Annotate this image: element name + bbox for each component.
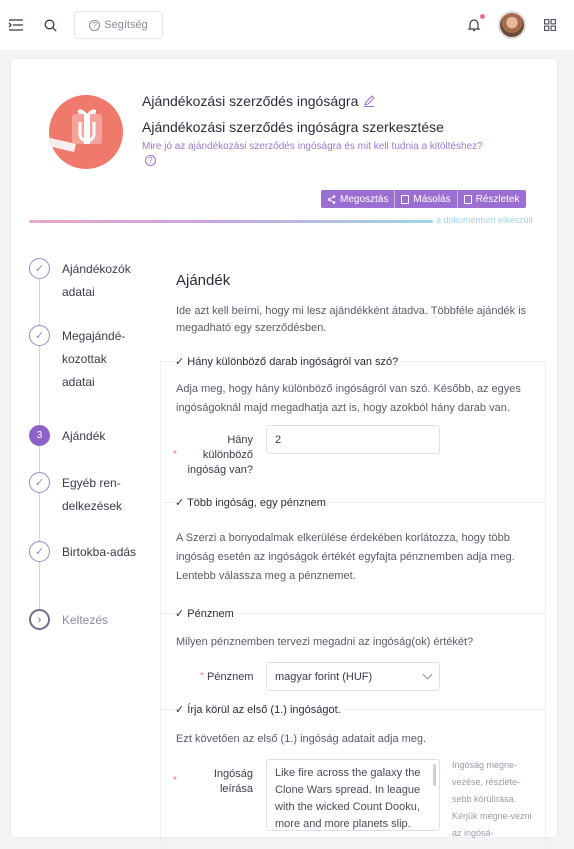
group-legend: ✓ Írja körül az első (1.) ingóságot. <box>175 703 344 716</box>
document-help-link[interactable]: Mire jó az ajándékozási szerződés ingóságra és mit kell tudnia a kitöltéshez? <box>142 141 483 152</box>
step-check-icon: ✓ <box>29 325 50 346</box>
currency-select[interactable] <box>266 662 440 691</box>
step-label: Ajándék <box>62 429 106 443</box>
step-label: Keltezés <box>62 613 109 627</box>
currency-label: Pénznem <box>207 671 254 683</box>
notification-dot <box>480 14 485 19</box>
required-marker: * <box>173 449 177 460</box>
item-description-hint: Ingóság megne-vezése, részlete-sebb körülírása. Kérjük megne-vezni az ingósá- <box>452 760 532 838</box>
item-description-textarea[interactable] <box>266 759 440 831</box>
step-check-icon: ✓ <box>29 258 50 279</box>
step-check-icon: ✓ <box>29 541 50 562</box>
apps-grid-icon[interactable] <box>540 15 560 35</box>
item-description-value: Like fire across the galaxy the Clone Wars spread. In league with the wicked Count Dooku, more and more planets slip. <box>275 767 421 830</box>
group-text: Ezt követően az első (1.) ingóság adatait adja meg. <box>176 733 427 745</box>
step-label: Birtokba-adás <box>62 545 137 559</box>
step-number: 3 <box>29 425 50 446</box>
document-actions <box>321 190 526 208</box>
share-button-label: Megosztás <box>340 193 389 205</box>
step-keltezes[interactable] <box>29 609 142 632</box>
step-birtokbaadas[interactable] <box>29 541 142 564</box>
step-ajandek[interactable] <box>29 425 142 448</box>
group-legend: ✓ Több ingóság, egy pénznem <box>175 496 329 509</box>
textarea-scrollbar[interactable] <box>433 764 436 786</box>
details-icon <box>464 195 472 204</box>
help-question-icon[interactable]: ? <box>145 155 156 166</box>
chevron-right-icon: › <box>29 609 50 630</box>
completion-progress-label: a dokumentum elkészült <box>436 215 534 225</box>
gift-illustration <box>46 92 124 170</box>
item-description-label: Ingóság leírása <box>213 768 253 795</box>
completion-progress-bar <box>29 220 433 223</box>
required-marker: * <box>200 671 204 682</box>
user-avatar[interactable] <box>498 11 526 39</box>
copy-button[interactable] <box>395 190 457 208</box>
top-bar <box>0 0 574 50</box>
stepper-line <box>39 269 40 629</box>
edit-title-pencil-icon[interactable] <box>363 95 375 107</box>
details-button[interactable] <box>458 190 526 208</box>
group-text: Milyen pénznemben tervezi megadni az ingóság(ok) értékét? <box>176 636 474 648</box>
section-title: Ajándék <box>176 272 231 289</box>
group-text: A Szerzi a bonyodalmak elkerülése érdekében korlátozza, hogy több ingóság esetén az ingóságok értékét egyfajta pénznemben adja meg. Lentebb válassza meg a pénznemet. <box>176 532 515 582</box>
search-icon[interactable] <box>40 15 60 35</box>
help-button-label: Segítség <box>104 19 148 31</box>
step-ajandekozok[interactable] <box>29 258 142 304</box>
group-legend: ✓ Hány különböző darab ingóságról van szó? <box>175 355 401 368</box>
step-label: Ajándékozók adatai <box>62 262 131 299</box>
group-text: Adja meg, hogy hány különböző ingóságról van szó. Később, az egyes ingóságoknál majd megadhatja azt is, hogy azokból hány darab van. <box>176 383 521 414</box>
document-subtitle: Ajándékozási szerződés ingóságra szerkesztése <box>142 119 444 135</box>
step-egyeb-rendelkezesek[interactable] <box>29 472 142 518</box>
share-button[interactable] <box>321 190 395 208</box>
menu-toggle-icon[interactable] <box>6 15 26 35</box>
document-editor-card <box>10 58 558 838</box>
notification-bell-icon[interactable] <box>464 15 484 35</box>
item-count-label: Hány különböző ingóság van? <box>187 434 253 476</box>
copy-icon <box>401 195 409 204</box>
document-title-row <box>142 93 375 109</box>
section-description: Ide azt kell beírni, hogy mi lesz ajándékként átadva. Többféle ajándék is megadható egy szerződésben. <box>176 305 527 334</box>
share-icon <box>327 195 336 204</box>
step-megajandekozottak[interactable] <box>29 325 142 394</box>
step-label: Megajándé-kozottak adatai <box>62 329 126 389</box>
help-icon: ? <box>89 20 100 31</box>
step-label: Egyéb ren-delkezések <box>62 476 123 513</box>
item-count-input[interactable]: 2 <box>266 425 440 454</box>
group-legend: ✓ Pénznem <box>175 607 237 620</box>
document-title: Ajándékozási szerződés ingóságra <box>142 93 359 109</box>
details-button-label: Részletek <box>475 193 520 205</box>
copy-button-label: Másolás <box>413 193 451 205</box>
required-marker: * <box>173 775 177 786</box>
currency-select-value: magyar forint (HUF) <box>275 670 373 683</box>
chevron-down-icon <box>423 670 433 680</box>
step-check-icon: ✓ <box>29 472 50 493</box>
help-button[interactable] <box>74 11 163 39</box>
group-currency <box>160 613 546 708</box>
